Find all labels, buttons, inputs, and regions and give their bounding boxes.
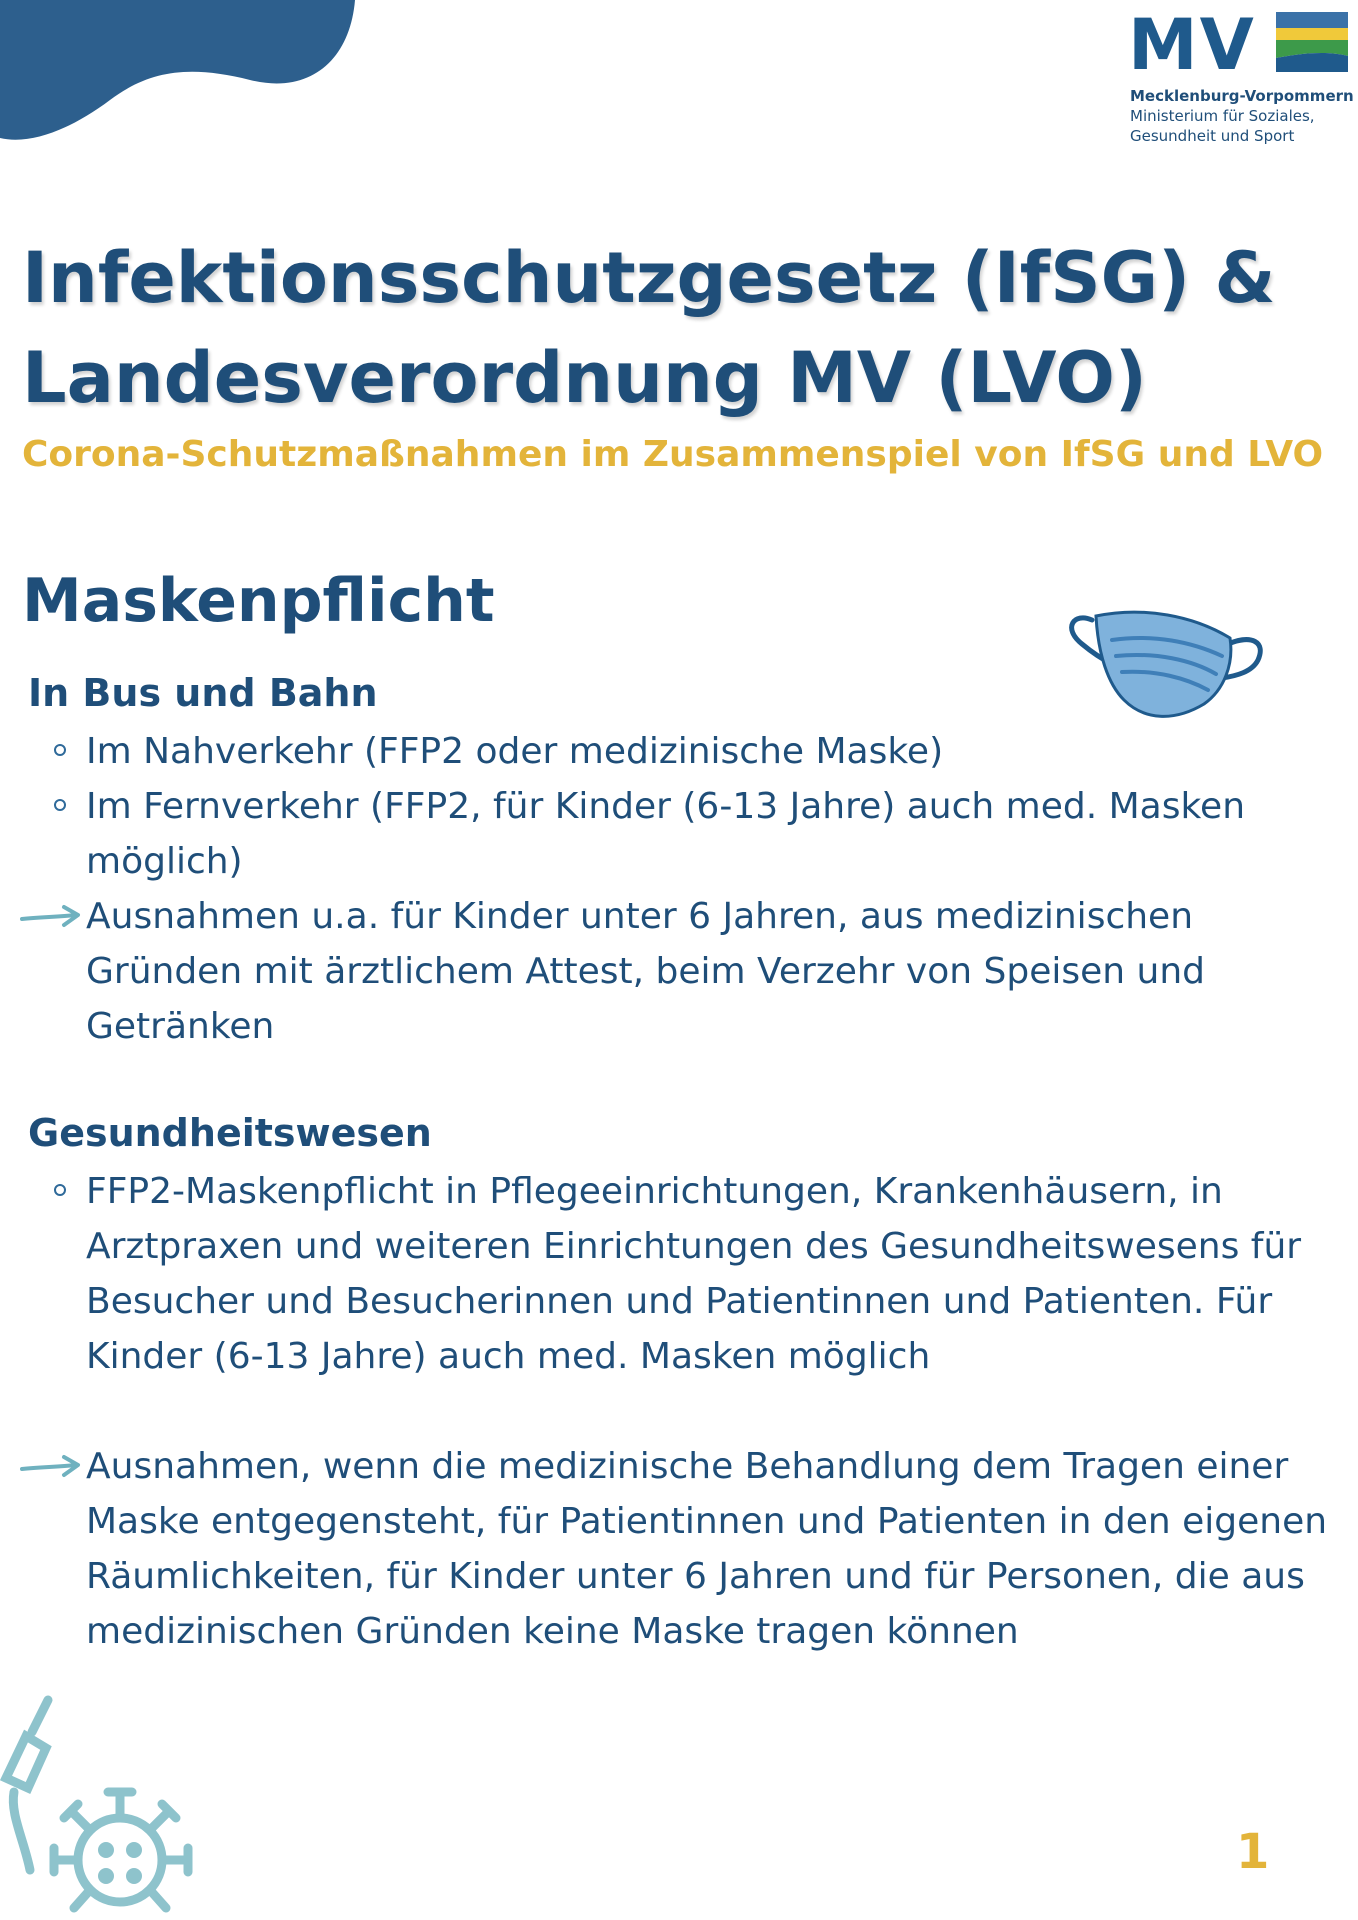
arrow-icon [20,903,84,931]
list-item [28,779,1338,889]
bus-bahn-heading: In Bus und Bahn [28,671,378,715]
arrow-icon [20,1453,84,1481]
bus-bahn-section [28,666,1338,1054]
exception-item [28,1439,1338,1659]
bus-bahn-list [28,724,1338,1054]
logo-mark: MV [1128,4,1256,86]
logo-line-state: Mecklenburg-Vorpommern [1130,87,1354,105]
wave-decoration [0,0,360,150]
list-item [28,1164,1338,1384]
exception-item [28,889,1338,1054]
logo-text [1130,86,1358,146]
logo-line-department: Gesundheit und Sport [1130,127,1295,145]
title-line-1: Infektionsschutzgesetz (IfSG) & [22,237,1276,319]
list-item-text: Im Nahverkehr (FFP2 oder medizinische Maske) [86,731,944,772]
bullet-icon [54,1184,66,1196]
logo-line-ministry: Ministerium für Soziales, [1130,107,1315,125]
gesundheitswesen-heading: Gesundheitswesen [28,1111,432,1155]
title-line-2: Landesverordnung MV (LVO) [22,337,1147,419]
page-title [22,228,1342,428]
mv-flag-icon [1276,12,1348,72]
bullet-icon [54,799,66,811]
list-item-text: Im Fernverkehr (FFP2, für Kinder (6-13 Jahre) auch med. Masken möglich) [86,786,1246,882]
spacer [28,1384,1338,1439]
list-item-text: FFP2-Maskenpflicht in Pflegeeinrichtungen, Krankenhäusern, in Arztpraxen und weiteren Einrichtungen des Gesundheitswesens für Besucher und Besucherinnen und Patientinnen und Patienten. Für Kinder (6-13 Jahre) auch med. Masken möglich [86,1171,1302,1377]
syringe-icon [6,1700,48,1870]
exception-text: Ausnahmen u.a. für Kinder unter 6 Jahren, aus medizinischen Gründen mit ärztlichem Attest, beim Verzehr von Speisen und Getränken [86,896,1205,1047]
bullet-icon [54,744,66,756]
section-title: Maskenpflicht [22,566,495,636]
page-subtitle: Corona-Schutzmaßnahmen im Zusammenspiel von IfSG und LVO [22,434,1324,475]
list-item [28,724,1338,779]
page-number: 1 [1236,1824,1270,1880]
exception-text: Ausnahmen, wenn die medizinische Behandlung dem Tragen einer Maske entgegensteht, für Patientinnen und Patienten in den eigenen Räumlichkeiten, für Kinder unter 6 Jahren und für Personen, die aus medizinischen Gründen keine Maske tragen können [86,1446,1328,1652]
virus-icon [0,1690,220,1920]
gesundheitswesen-list [28,1164,1338,1659]
gesundheitswesen-section [28,1106,1338,1659]
